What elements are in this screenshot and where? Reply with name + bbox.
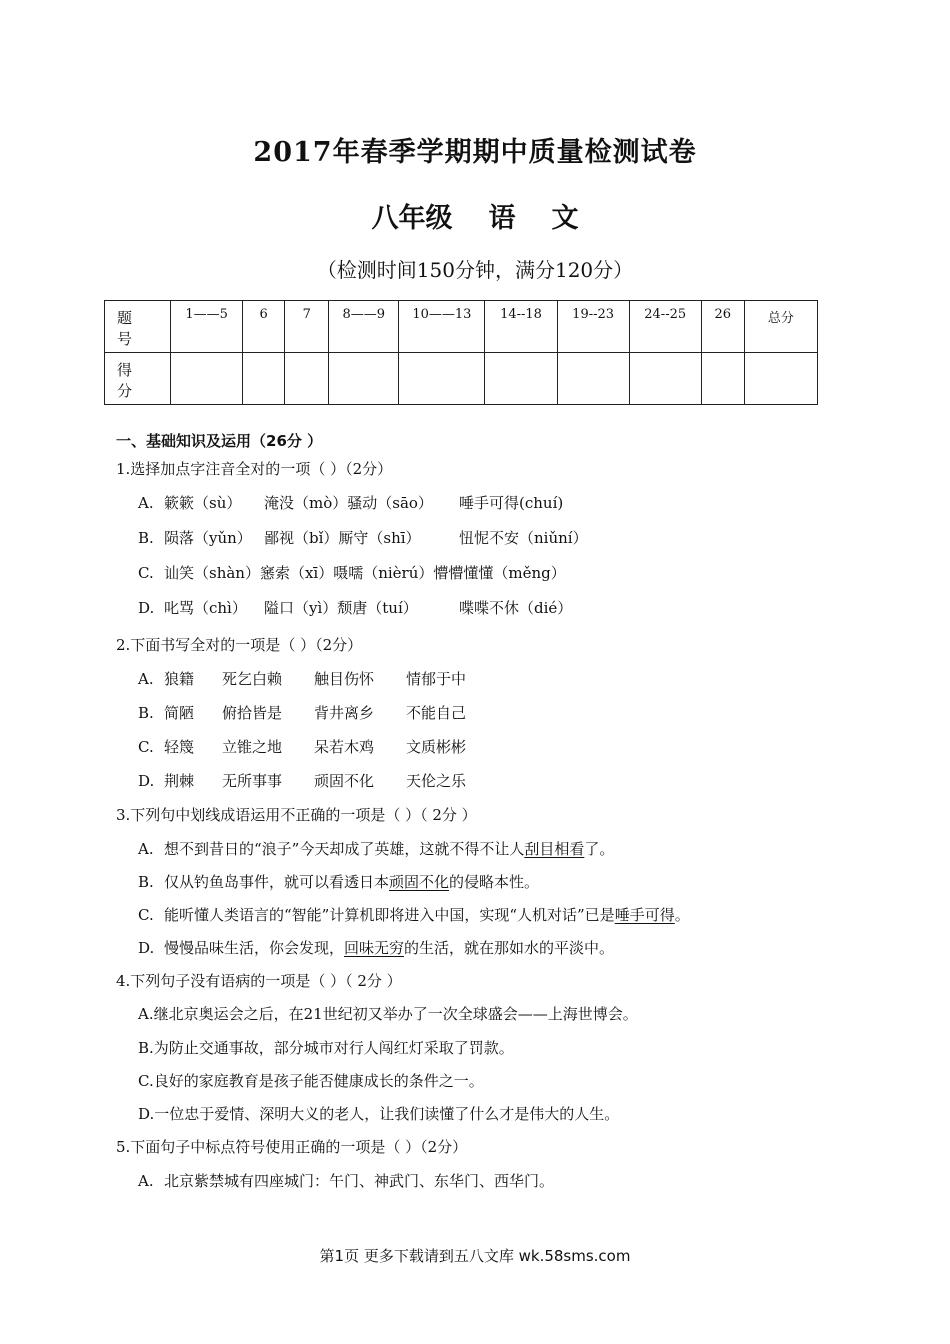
question-2-option-c <box>138 736 466 757</box>
option-word: 立锥之地 <box>222 738 283 756</box>
option-word: 轻篾 <box>164 738 195 756</box>
question-2-option-a <box>138 668 466 689</box>
score-table-score-row <box>105 353 818 405</box>
option-word: 天伦之乐 <box>406 772 467 790</box>
score-label: 得 分 <box>105 353 171 405</box>
question-1-stem: 1.选择加点字注音全对的一项（ ）（2分） <box>116 460 393 478</box>
option-label: A. <box>138 840 154 858</box>
column-header: 1——5 <box>171 301 243 353</box>
option-text: 的生活，就在那如水的平淡中。 <box>404 939 615 957</box>
option-part: 忸怩不安（niǔní） <box>459 529 588 547</box>
option-word: 无所事事 <box>222 772 283 790</box>
question-3-option-a <box>138 838 614 859</box>
option-label: C. <box>138 738 154 756</box>
option-part: 隘口（yì）颓唐（tuí） <box>264 599 418 617</box>
option-text: 。 <box>674 906 690 924</box>
question-3-option-b <box>138 871 539 892</box>
option-label: C. <box>138 564 154 582</box>
option-label: D. <box>138 599 155 617</box>
page-footer: 第1页 更多下载请到五八文库 wk.58sms.com <box>319 1247 631 1265</box>
question-4-stem: 4.下列句子没有语病的一项是（ ）（ 2分 ） <box>116 972 402 990</box>
score-cell <box>329 353 399 405</box>
column-header: 26 <box>701 301 744 353</box>
option-label: B. <box>138 873 154 891</box>
question-3-option-d <box>138 937 614 958</box>
option-label: B. <box>138 529 154 547</box>
option-word: 呆若木鸡 <box>314 738 375 756</box>
option-label: A. <box>138 1172 154 1190</box>
option-word: 死乞白赖 <box>222 670 283 688</box>
score-table-header-row <box>105 301 818 353</box>
option-label: A. <box>138 670 154 688</box>
option-word: 文质彬彬 <box>406 738 467 756</box>
option-word: 荆棘 <box>164 772 195 790</box>
column-header: 19--23 <box>557 301 629 353</box>
option-part: 讪笑（shàn）窸索（xī）嗫嚅（nièrú）懵懵懂懂（měng） <box>164 564 566 582</box>
score-cell <box>701 353 744 405</box>
option-part: 唾手可得(chuí) <box>459 494 564 512</box>
question-1-option-d <box>138 597 572 618</box>
underlined-idiom: 刮目相看 <box>524 840 585 858</box>
exam-title: 2017年春季学期期中质量检测试卷 <box>253 137 697 168</box>
score-table <box>104 300 818 405</box>
subject-char-1: 语 <box>488 203 516 234</box>
option-part: 陨落（yǔn） <box>164 529 252 547</box>
question-4-option-b: B.为防止交通事故，部分城市对行人闯红灯采取了罚款。 <box>138 1039 514 1057</box>
option-text: 慢慢品味生活，你会发现， <box>164 939 345 957</box>
option-part: 淹没（mò）骚动（sāo） <box>264 494 433 512</box>
option-word: 顽固不化 <box>314 772 375 790</box>
subject-char-2: 文 <box>551 203 579 234</box>
question-1-option-a <box>138 492 563 513</box>
exam-note: （检测时间150分钟，满分120分） <box>316 258 634 282</box>
question-number-label: 题 号 <box>105 301 171 353</box>
exam-subtitle <box>0 196 950 235</box>
option-part: 簌簌（sù） <box>164 494 242 512</box>
option-text: 了。 <box>584 840 615 858</box>
option-part: 叱骂（chì） <box>164 599 247 617</box>
underlined-idiom: 顽固不化 <box>389 873 450 891</box>
option-word: 情郁于中 <box>406 670 467 688</box>
option-text: 能听懂人类语言的“智能”计算机即将进入中国，实现“人机对话”已是 <box>164 906 615 924</box>
column-header: 6 <box>243 301 285 353</box>
underlined-idiom: 唾手可得 <box>614 906 675 924</box>
option-text: 仅从钓鱼岛事件，就可以看透日本 <box>164 873 390 891</box>
option-word: 背井离乡 <box>314 704 375 722</box>
option-word: 俯拾皆是 <box>222 704 283 722</box>
score-cell <box>557 353 629 405</box>
option-text: 想不到昔日的“浪子”今天却成了英雄，这就不得不让人 <box>164 840 525 858</box>
option-word: 狼籍 <box>164 670 195 688</box>
question-5-option-a <box>138 1170 554 1191</box>
option-word: 简陋 <box>164 704 195 722</box>
underlined-idiom: 回味无穷 <box>344 939 405 957</box>
column-header: 14--18 <box>485 301 557 353</box>
grade-label: 八年级 <box>371 203 453 234</box>
question-5-stem: 5.下面句子中标点符号使用正确的一项是（ ）（2分） <box>116 1138 468 1156</box>
question-1-option-c <box>138 562 566 583</box>
option-label: B. <box>138 704 154 722</box>
question-1-option-b <box>138 527 588 548</box>
question-2-option-d <box>138 770 466 791</box>
column-header: 总分 <box>744 301 817 353</box>
question-2-stem: 2.下面书写全对的一项是（ ）（2分） <box>116 636 363 654</box>
question-3-stem: 3.下列句中划线成语运用不正确的一项是（ ）（ 2分 ） <box>116 806 477 824</box>
option-word: 不能自己 <box>406 704 467 722</box>
option-text: 北京紫禁城有四座城门：午门、神武门、东华门、西华门。 <box>164 1172 555 1190</box>
score-cell <box>171 353 243 405</box>
question-2-option-b <box>138 702 466 723</box>
question-3-option-c <box>138 904 690 925</box>
option-label: D. <box>138 772 155 790</box>
option-part: 鄙视（bǐ）厮守（shī） <box>264 529 421 547</box>
score-cell <box>243 353 285 405</box>
score-cell <box>285 353 329 405</box>
column-header: 24--25 <box>629 301 701 353</box>
column-header: 10——13 <box>399 301 485 353</box>
option-part: 喋喋不休（dié） <box>459 599 573 617</box>
question-4-option-d: D.一位忠于爱情、深明大义的老人，让我们读懂了什么才是伟大的人生。 <box>138 1105 620 1123</box>
option-word: 触目伤怀 <box>314 670 375 688</box>
option-label: C. <box>138 906 154 924</box>
question-4-option-a: A.继北京奥运会之后，在21世纪初又举办了一次全球盛会——上海世博会。 <box>138 1005 638 1023</box>
score-cell <box>744 353 817 405</box>
score-cell <box>399 353 485 405</box>
column-header: 7 <box>285 301 329 353</box>
score-cell <box>485 353 557 405</box>
score-cell <box>629 353 701 405</box>
option-label: A. <box>138 494 154 512</box>
question-4-option-c: C.良好的家庭教育是孩子能否健康成长的条件之一。 <box>138 1072 484 1090</box>
section-heading: 一、基础知识及运用（26分 ） <box>116 432 323 450</box>
option-label: D. <box>138 939 155 957</box>
column-header: 8——9 <box>329 301 399 353</box>
option-text: 的侵略本性。 <box>449 873 540 891</box>
